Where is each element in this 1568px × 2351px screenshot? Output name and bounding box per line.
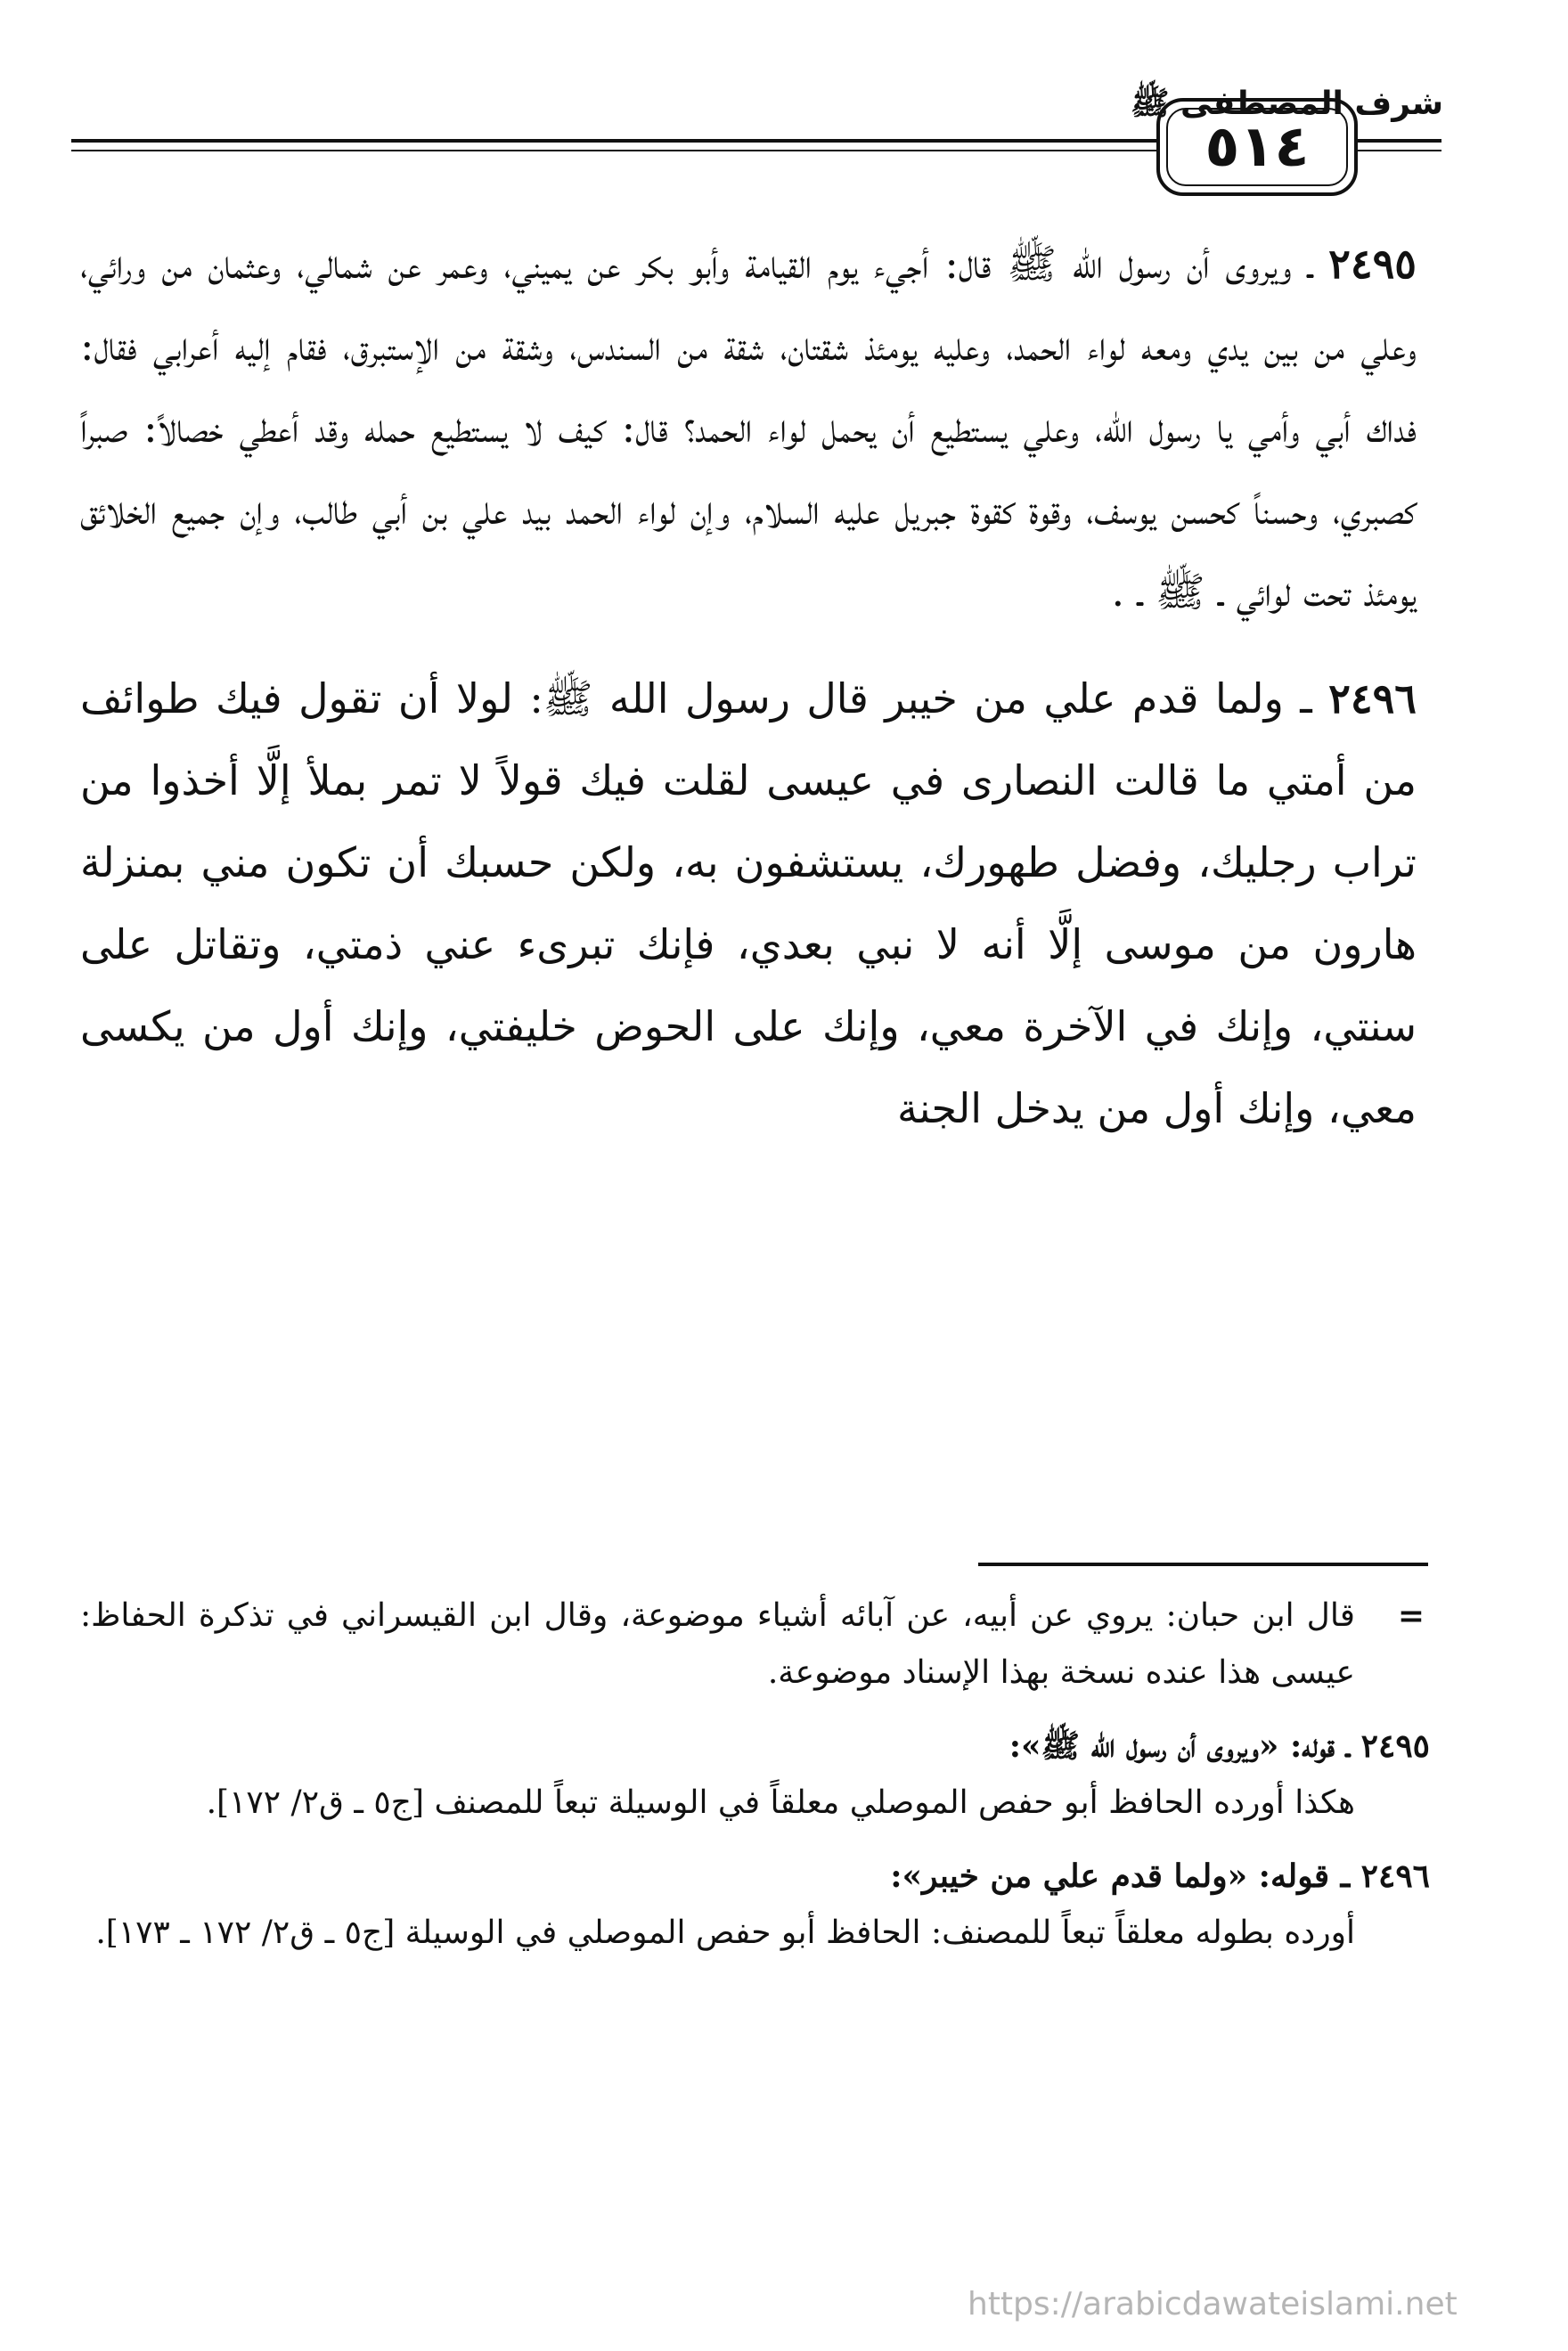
hadith-paragraph: [80, 657, 1417, 1149]
header-rule-left-lower: [71, 150, 1158, 151]
page-number: ٥١٤: [1205, 114, 1310, 180]
footnote-continuation-text: قال ابن حبان: يروي عن أبيه، عن آبائه أشياء موضوعة، وقال ابن القيسراني في تذكرة الحفاظ: عيسى هذا عنده نسخة بهذا الإسناد موضوعة.: [80, 1597, 1355, 1691]
main-text: [80, 223, 1417, 1149]
footnote-separator: [978, 1563, 1428, 1566]
continuation-mark: =: [1397, 1597, 1425, 1635]
header-rule-left: [71, 139, 1158, 143]
header-rule-right-lower: [1356, 150, 1441, 151]
header-rule-right: [1356, 139, 1441, 143]
footnote-heading: ٢٤٩٦ ـ قوله: «ولما قدم علي من خيبر»:: [890, 1857, 1430, 1895]
footnote-continuation: [80, 1588, 1430, 1702]
footnote-text: هكذا أورده الحافظ أبو حفص الموصلي معلقاً في الوسيلة تبعاً للمصنف [ج٥ ـ ق٢/ ١٧٢].: [206, 1784, 1355, 1821]
hadith-number: ٢٤٩٥: [1328, 240, 1417, 288]
hadith-number: ٢٤٩٦: [1328, 674, 1417, 722]
page-number-frame: [1156, 98, 1358, 196]
hadith-paragraph: [80, 223, 1417, 633]
footnotes: [80, 1588, 1430, 1962]
running-title: شرف المصطفى ﷺ: [1130, 86, 1443, 122]
watermark-url: https://arabicdawateislami.net: [968, 2286, 1458, 2322]
footnote-text: أورده بطوله معلقاً تبعاً للمصنف: الحافظ أبو حفص الموصلي في الوسيلة [ج٥ ـ ق٢/ ١٧٢ ـ ١٧٣].: [95, 1914, 1355, 1951]
hadith-text: ـ ويروى أن رسول الله ﷺ قال: أجيء يوم القيامة وأبو بكر عن يميني، وعمر عن شمالي، وعثمان من ورائي، وعلي من بين يدي ومعه لواء الحمد، وعليه يومئذ شقتان، شقة من السندس، وشقة من الإستبرق، فقام إليه أعرابي فقال: فداك أبي وأمي يا رسول الله، وعلي يستطيع أن يحمل لواء الحمد؟ قال: كيف لا يستطيع حمله وقد أعطي خصالاً: صبراً كصبري، وحسناً كحسن يوسف، وقوة كقوة جبريل عليه السلام، وإن لواء الحمد بيد علي بن أبي طالب، وإن جميع الخلائق يومئذ تحت لوائي ـ ﷺ ـ .: [80, 240, 1417, 616]
hadith-text: ـ ولما قدم علي من خيبر قال رسول الله ﷺ: لولا أن تقول فيك طوائف من أمتي ما قالت النصارى في عيسى لقلت فيك قولاً لا تمر بملأ إلَّا أخذوا من تراب رجليك، وفضل طهورك، يستشفون به، ولكن حسبك أن تكون مني بمنزلة هارون من موسى إلَّا أنه لا نبي بعدي، فإنك تبرىء عني ذمتي، وتقاتل على سنتي، وإنك في الآخرة معي، وإنك على الحوض خليفتي، وإنك أول من يكسى معي، وإنك أول من يدخل الجنة: [80, 674, 1417, 1132]
footnote-heading: ٢٤٩٥ ـ قوله: «ويروى أن رسول الله ﷺ»:: [1009, 1727, 1430, 1765]
